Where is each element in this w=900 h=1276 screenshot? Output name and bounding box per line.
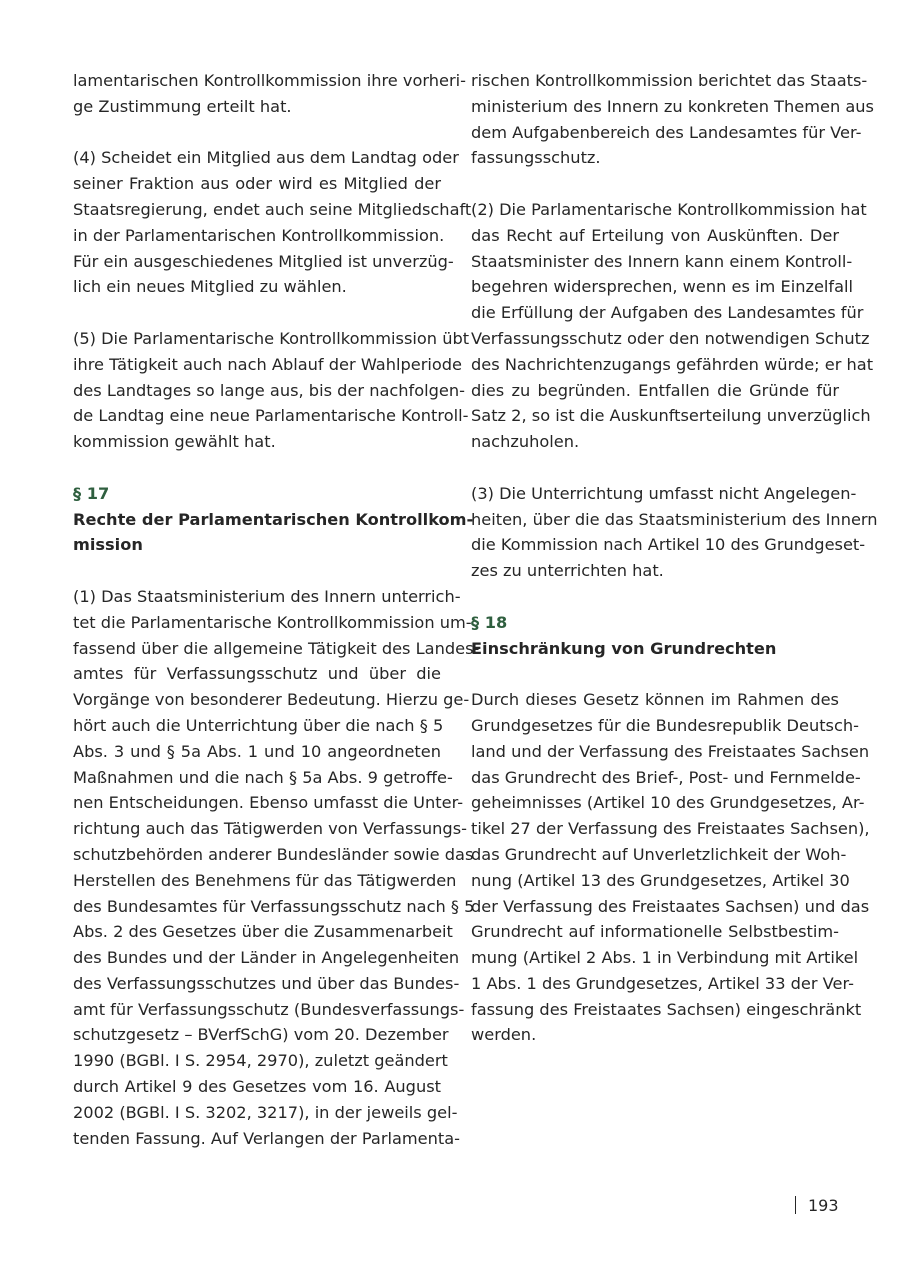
text-line: amt für Verfassungsschutz (Bundesverfassungs- bbox=[73, 999, 465, 1019]
text-line: das Grundrecht des Brief-, Post- und Fernmelde- bbox=[471, 767, 861, 787]
text-line: 1990 (BGBl. I S. 2954, 2970), zuletzt geändert bbox=[73, 1051, 448, 1071]
text-line: tikel 27 der Verfassung des Freistaates Sachsen), bbox=[471, 819, 870, 839]
text-line: das Recht auf Erteilung von Auskünften. Der bbox=[471, 225, 839, 245]
text-line: Satz 2, so ist die Auskunftserteilung unverzüglich bbox=[471, 406, 871, 426]
text-line: mung (Artikel 2 Abs. 1 in Verbindung mit Artikel bbox=[471, 948, 859, 968]
text-line: 2002 (BGBl. I S. 3202, 3217), in der jeweils gel- bbox=[73, 1102, 458, 1122]
text-line: fassungsschutz. bbox=[471, 148, 601, 168]
text-line: ge Zustimmung erteilt hat. bbox=[73, 96, 292, 116]
page-number-text: 193 bbox=[808, 1196, 839, 1215]
section-title: Einschränkung von Grundrechten bbox=[471, 638, 777, 658]
text-line: des Nachrichtenzugangs gefährden würde; er hat bbox=[471, 354, 874, 374]
text-line: (5) Die Parlamentarische Kontrollkommission übt bbox=[73, 328, 470, 348]
paragraph-16-4 bbox=[73, 145, 472, 300]
text-line: Verfassungsschutz oder den notwendigen Schutz bbox=[471, 328, 870, 348]
text-line: Staatsminister des Innern kann einem Kontroll- bbox=[471, 251, 853, 271]
paragraph-17-3 bbox=[471, 481, 878, 584]
section-title: Rechte der Parlamentarischen Kontrollkom- bbox=[73, 509, 474, 529]
text-line: Grundrecht auf informationelle Selbstbestim- bbox=[471, 922, 839, 942]
text-line: Abs. 3 und § 5a Abs. 1 und 10 angeordneten bbox=[73, 741, 441, 761]
text-line: tet die Parlamentarische Kontrollkommission um- bbox=[73, 612, 472, 632]
text-line: Staatsregierung, endet auch seine Mitgliedschaft bbox=[73, 199, 472, 219]
text-line: lamentarischen Kontrollkommission ihre vorheri- bbox=[73, 71, 466, 90]
text-line: tenden Fassung. Auf Verlangen der Parlamenta- bbox=[73, 1128, 460, 1148]
text-line: nung (Artikel 13 des Grundgesetzes, Artikel 30 bbox=[471, 870, 850, 890]
text-line: des Bundes und der Länder in Angelegenheiten bbox=[73, 948, 460, 968]
text-line: ministerium des Innern zu konkreten Themen aus bbox=[471, 96, 874, 116]
text-line: schutzbehörden anderer Bundesländer sowie das bbox=[73, 844, 474, 864]
page-number-divider bbox=[795, 1196, 796, 1214]
section-number: § 18 bbox=[471, 612, 508, 632]
text-line: nachzuholen. bbox=[471, 432, 580, 452]
text-line: lich ein neues Mitglied zu wählen. bbox=[73, 277, 347, 297]
text-line: werden. bbox=[471, 1025, 537, 1045]
text-line: durch Artikel 9 des Gesetzes vom 16. August bbox=[73, 1077, 441, 1097]
paragraph-17-1 bbox=[73, 584, 480, 1152]
text-line: (4) Scheidet ein Mitglied aus dem Landtag oder bbox=[73, 148, 459, 168]
text-line: (1) Das Staatsministerium des Innern unterrich- bbox=[73, 586, 461, 606]
text-line: Vorgänge von besonderer Bedeutung. Hierzu ge- bbox=[73, 690, 470, 710]
text-line: fassend über die allgemeine Tätigkeit des Landes- bbox=[73, 638, 480, 658]
text-line: Grundgesetzes für die Bundesrepublik Deutsch- bbox=[471, 715, 859, 735]
section-title: mission bbox=[73, 535, 143, 555]
text-line: der Verfassung des Freistaates Sachsen) und das bbox=[471, 896, 870, 916]
text-line: Durch dieses Gesetz können im Rahmen des bbox=[471, 690, 839, 710]
section-18-heading bbox=[471, 610, 839, 662]
paragraph-intro bbox=[73, 68, 466, 120]
paragraph-18 bbox=[471, 687, 870, 1048]
text-line: Herstellen des Benehmens für das Tätigwerden bbox=[73, 870, 457, 890]
text-line: fassung des Freistaates Sachsen) eingeschränkt bbox=[471, 999, 862, 1019]
text-line: das Grundrecht auf Unverletzlichkeit der Woh- bbox=[471, 844, 847, 864]
text-line: Für ein ausgeschiedenes Mitglied ist unverzüg- bbox=[73, 251, 454, 271]
text-line: in der Parlamentarischen Kontrollkommission. bbox=[73, 225, 445, 245]
paragraph-17-2 bbox=[471, 197, 874, 455]
text-line: rischen Kontrollkommission berichtet das Staats- bbox=[471, 71, 868, 90]
text-line: schutzgesetz – BVerfSchG) vom 20. Dezember bbox=[73, 1025, 449, 1045]
left-column bbox=[73, 68, 480, 1151]
text-line: 1 Abs. 1 des Grundgesetzes, Artikel 33 der Ver- bbox=[471, 973, 854, 993]
text-line: zes zu unterrichten hat. bbox=[471, 561, 664, 581]
text-line: heiten, über die das Staatsministerium des Innern bbox=[471, 509, 878, 529]
text-line: Abs. 2 des Gesetzes über die Zusammenarbeit bbox=[73, 922, 453, 942]
text-line: die Erfüllung der Aufgaben des Landesamtes für bbox=[471, 303, 864, 323]
text-line: geheimnisses (Artikel 10 des Grundgesetzes, Ar- bbox=[471, 793, 865, 813]
paragraph-16-5 bbox=[73, 326, 470, 455]
text-line: des Landtages so lange aus, bis der nachfolgen- bbox=[73, 380, 465, 400]
text-line: richtung auch das Tätigwerden von Verfassungs- bbox=[73, 819, 467, 839]
page-number bbox=[795, 1195, 839, 1217]
text-line: (3) Die Unterrichtung umfasst nicht Angelegen- bbox=[471, 483, 857, 503]
section-number: § 17 bbox=[73, 483, 110, 503]
text-line: nen Entscheidungen. Ebenso umfasst die Unter- bbox=[73, 793, 464, 813]
text-line: Maßnahmen und die nach § 5a Abs. 9 getroffe- bbox=[73, 767, 453, 787]
text-line: land und der Verfassung des Freistaates Sachsen bbox=[471, 741, 870, 761]
right-column bbox=[471, 68, 878, 1048]
text-line: dem Aufgabenbereich des Landesamtes für Ver- bbox=[471, 122, 862, 142]
section-17-heading bbox=[73, 481, 474, 558]
text-line: des Bundesamtes für Verfassungsschutz nach § 5 bbox=[73, 896, 475, 916]
text-line: ihre Tätigkeit auch nach Ablauf der Wahlperiode bbox=[73, 354, 462, 374]
text-line: kommission gewählt hat. bbox=[73, 432, 276, 452]
text-line: hört auch die Unterrichtung über die nach § 5 bbox=[73, 715, 444, 735]
text-line: des Verfassungsschutzes und über das Bundes- bbox=[73, 973, 460, 993]
text-line: de Landtag eine neue Parlamentarische Kontroll- bbox=[73, 406, 469, 426]
text-line: dies zu begründen. Entfallen die Gründe für bbox=[471, 380, 839, 400]
text-line: begehren widersprechen, wenn es im Einzelfall bbox=[471, 277, 854, 297]
text-line: (2) Die Parlamentarische Kontrollkommission hat bbox=[471, 199, 867, 219]
text-line: amtes für Verfassungsschutz und über die bbox=[73, 664, 441, 684]
text-line: seiner Fraktion aus oder wird es Mitglied der bbox=[73, 174, 441, 194]
paragraph-17-1-continued bbox=[471, 68, 874, 171]
text-line: die Kommission nach Artikel 10 des Grundgeset- bbox=[471, 535, 866, 555]
